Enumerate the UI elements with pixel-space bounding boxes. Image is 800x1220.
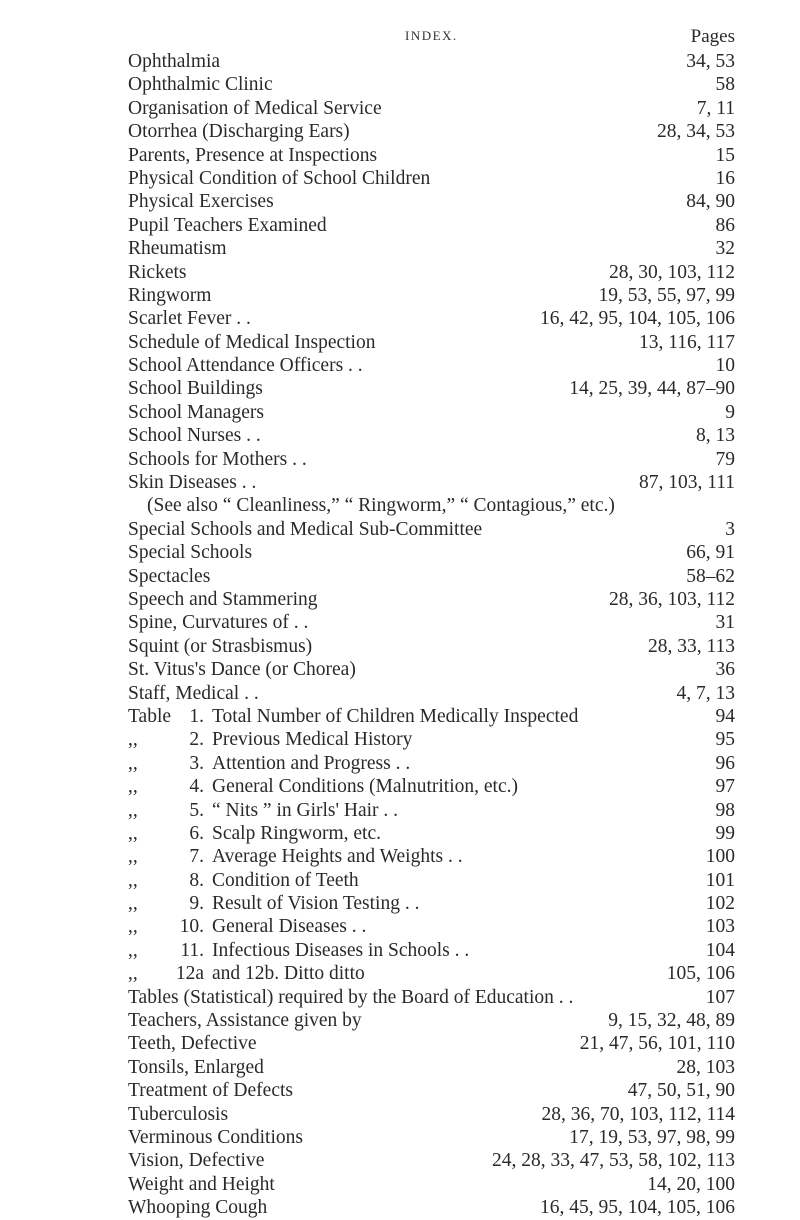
page-references: 86 (715, 214, 735, 236)
index-term: School Nurses . . (128, 425, 261, 447)
index-entry (0, 1196, 800, 1219)
table-prefix: ,, (128, 893, 138, 915)
table-description: “ Nits ” in Girls' Hair . . (212, 799, 399, 821)
pages-column-heading: Pages (690, 26, 735, 47)
index-entry (0, 541, 800, 564)
index-term: Special Schools and Medical Sub-Committee (128, 518, 483, 540)
index-entry (0, 424, 800, 447)
table-entry (0, 869, 800, 892)
table-prefix: ,, (128, 729, 138, 751)
page-references: 84, 90 (686, 191, 735, 213)
page-references: 107 (705, 986, 735, 1008)
index-term: School Attendance Officers . . (128, 355, 363, 377)
table-description: General Diseases . . (212, 916, 367, 938)
index-term: Ophthalmic Clinic (128, 74, 273, 96)
table-description: Average Heights and Weights . . (212, 846, 463, 868)
index-entry (0, 1103, 800, 1126)
table-number: 4. (189, 776, 204, 798)
table-entry (0, 728, 800, 751)
table-entry (0, 705, 800, 728)
index-entry (0, 1126, 800, 1149)
index-entry (0, 331, 800, 354)
table-prefix: ,, (128, 963, 138, 985)
see-also-row (0, 494, 800, 517)
index-entry (0, 354, 800, 377)
index-term: Schools for Mothers . . (128, 448, 307, 470)
page-references: 98 (715, 799, 735, 821)
page-references: 9 (725, 401, 735, 423)
table-number: 5. (189, 799, 204, 821)
page-references: 24, 28, 33, 47, 53, 58, 102, 113 (491, 1150, 735, 1172)
page-references: 4, 7, 13 (676, 682, 735, 704)
page-references: 28, 103 (676, 1056, 735, 1078)
page-references: 17, 19, 53, 97, 98, 99 (569, 1126, 735, 1148)
index-term: Teachers, Assistance given by (128, 1010, 362, 1032)
index-term: Physical Condition of School Children (128, 167, 431, 189)
table-description: and 12b. Ditto ditto (212, 963, 365, 985)
page-references: 104 (705, 939, 735, 961)
index-term: Special Schools (128, 542, 253, 564)
page-references: 95 (715, 729, 735, 751)
page-references: 8, 13 (696, 425, 735, 447)
page-references: 16, 45, 95, 104, 105, 106 (540, 1197, 735, 1219)
index-term: Scarlet Fever . . (128, 308, 251, 330)
page-references: 7, 11 (696, 97, 735, 119)
table-description: Previous Medical History (212, 729, 413, 751)
index-entry (0, 97, 800, 120)
index-entry (0, 190, 800, 213)
table-prefix: ,, (128, 916, 138, 938)
table-entry (0, 822, 800, 845)
table-number: 2. (189, 729, 204, 751)
table-description: Attention and Progress . . (212, 752, 411, 774)
index-entry (0, 401, 800, 424)
page-references: 103 (705, 916, 735, 938)
index-term: Rheumatism (128, 238, 227, 260)
index-entry (0, 448, 800, 471)
page-references: 100 (705, 846, 735, 868)
table-prefix: ,, (128, 799, 138, 821)
index-entry (0, 237, 800, 260)
table-number: 3. (189, 752, 204, 774)
index-term: Staff, Medical . . (128, 682, 259, 704)
index-term: Rickets (128, 261, 187, 283)
index-term: School Managers (128, 401, 264, 423)
index-entry (0, 50, 800, 73)
running-head (0, 26, 800, 52)
table-number: 8. (189, 869, 204, 891)
index-entries (0, 50, 800, 1220)
index-term: Tables (Statistical) required by the Board of Education . . (128, 986, 574, 1008)
page-references: 15 (715, 144, 735, 166)
page-references: 16, 42, 95, 104, 105, 106 (540, 308, 735, 330)
index-entry (0, 120, 800, 143)
table-number: 11. (180, 939, 204, 961)
page-references: 47, 50, 51, 90 (627, 1080, 735, 1102)
index-entry (0, 658, 800, 681)
page-references: 21, 47, 56, 101, 110 (579, 1033, 735, 1055)
index-entry (0, 1032, 800, 1055)
table-entry (0, 752, 800, 775)
index-term: Pupil Teachers Examined (128, 214, 327, 236)
index-entry (0, 588, 800, 611)
index-term: Vision, Defective (128, 1150, 265, 1172)
page-references: 79 (715, 448, 735, 470)
table-prefix: ,, (128, 776, 138, 798)
running-title: INDEX. (405, 28, 458, 43)
page-references: 3 (725, 518, 735, 540)
page-references: 31 (715, 612, 735, 634)
page-references: 28, 36, 70, 103, 112, 114 (541, 1103, 735, 1125)
index-term: Organisation of Medical Service (128, 97, 382, 119)
index-entry (0, 1173, 800, 1196)
index-term: Tonsils, Enlarged (128, 1056, 264, 1078)
index-term: Ringworm (128, 284, 212, 306)
table-entry (0, 962, 800, 985)
page-references: 87, 103, 111 (638, 472, 735, 494)
page-references: 10 (715, 355, 735, 377)
index-term: Treatment of Defects (128, 1080, 293, 1102)
index-term: Spectacles (128, 565, 211, 587)
index-entry (0, 73, 800, 96)
index-term: Parents, Presence at Inspections (128, 144, 378, 166)
index-entry (0, 682, 800, 705)
index-entry (0, 635, 800, 658)
table-prefix: ,, (128, 846, 138, 868)
table-entry (0, 939, 800, 962)
table-number: 12a (175, 963, 204, 985)
index-term: Schedule of Medical Inspection (128, 331, 376, 353)
page-references: 28, 34, 53 (657, 121, 735, 143)
table-description: Result of Vision Testing . . (212, 893, 420, 915)
table-number: 7. (189, 846, 204, 868)
page-references: 19, 53, 55, 97, 99 (598, 284, 735, 306)
index-term: Spine, Curvatures of . . (128, 612, 309, 634)
table-prefix: ,, (128, 822, 138, 844)
page-references: 13, 116, 117 (638, 331, 735, 353)
table-description: Condition of Teeth (212, 869, 359, 891)
table-entry (0, 892, 800, 915)
index-term: Otorrhea (Discharging Ears) (128, 121, 350, 143)
table-description: Infectious Diseases in Schools . . (212, 939, 470, 961)
table-entry (0, 799, 800, 822)
table-entry (0, 845, 800, 868)
page-references: 14, 25, 39, 44, 87–90 (569, 378, 735, 400)
index-entry (0, 214, 800, 237)
index-entry (0, 284, 800, 307)
table-entry (0, 915, 800, 938)
page-references: 28, 30, 103, 112 (608, 261, 735, 283)
index-entry (0, 167, 800, 190)
index-entry (0, 307, 800, 330)
index-entry (0, 1149, 800, 1172)
page-references: 28, 33, 113 (647, 635, 735, 657)
index-entry (0, 471, 800, 494)
table-number: 10. (179, 916, 204, 938)
index-term: Tuberculosis (128, 1103, 229, 1125)
index-term: Skin Diseases . . (128, 472, 257, 494)
page-references: 28, 36, 103, 112 (608, 588, 735, 610)
table-entry (0, 775, 800, 798)
index-term: Weight and Height (128, 1173, 275, 1195)
index-term: School Buildings (128, 378, 263, 400)
index-term: Squint (or Strasbismus) (128, 635, 313, 657)
page-references: 58–62 (686, 565, 735, 587)
table-prefix: ,, (128, 752, 138, 774)
index-term: Speech and Stammering (128, 588, 318, 610)
table-number: 1. (189, 705, 204, 727)
page-references: 94 (715, 705, 735, 727)
page-references: 16 (715, 167, 735, 189)
page-references: 58 (715, 74, 735, 96)
page-references: 97 (715, 776, 735, 798)
page-references: 32 (715, 238, 735, 260)
table-number: 6. (189, 822, 204, 844)
table-description: Total Number of Children Medically Inspected (212, 705, 579, 727)
index-entry (0, 986, 800, 1009)
table-prefix: Table (128, 705, 172, 727)
see-also-note: (See also “ Cleanliness,” “ Ringworm,” “ Contagious,” etc.) (147, 495, 615, 517)
index-term: Physical Exercises (128, 191, 274, 213)
table-description: General Conditions (Malnutrition, etc.) (212, 776, 518, 798)
page-references: 36 (715, 659, 735, 681)
page-references: 101 (705, 869, 735, 891)
index-term: Verminous Conditions (128, 1126, 303, 1148)
index-term: St. Vitus's Dance (or Chorea) (128, 659, 356, 681)
index-entry (0, 518, 800, 541)
index-entry (0, 565, 800, 588)
page-references: 102 (705, 893, 735, 915)
page-references: 14, 20, 100 (647, 1173, 735, 1195)
index-term: Whooping Cough (128, 1197, 268, 1219)
index-entry (0, 144, 800, 167)
index-term: Teeth, Defective (128, 1033, 257, 1055)
table-prefix: ,, (128, 939, 138, 961)
table-number: 9. (189, 893, 204, 915)
index-entry (0, 377, 800, 400)
page-references: 96 (715, 752, 735, 774)
table-prefix: ,, (128, 869, 138, 891)
index-entry (0, 1056, 800, 1079)
index-term: Ophthalmia (128, 51, 221, 72)
index-entry (0, 611, 800, 634)
table-description: Scalp Ringworm, etc. (212, 822, 381, 844)
index-entry (0, 261, 800, 284)
page-references: 99 (715, 822, 735, 844)
page-references: 66, 91 (686, 542, 735, 564)
index-entry (0, 1079, 800, 1102)
page-references: 9, 15, 32, 48, 89 (608, 1010, 735, 1032)
index-entry (0, 1009, 800, 1032)
page-references: 105, 106 (666, 963, 735, 985)
page-references: 34, 53 (686, 51, 735, 72)
